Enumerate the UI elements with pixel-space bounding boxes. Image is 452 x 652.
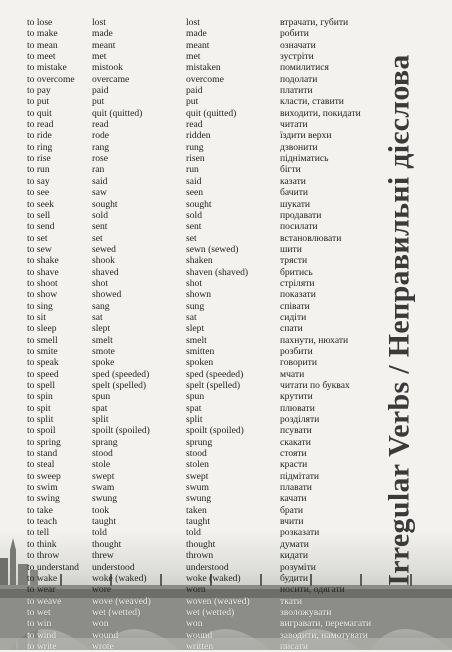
past-participle: stolen <box>186 459 209 471</box>
past-participle: spoken <box>186 357 214 369</box>
translation: писати <box>280 640 308 652</box>
verb-row <box>27 596 387 607</box>
past-simple: sat <box>92 311 103 323</box>
translation: заводити, намотувати <box>280 629 368 641</box>
infinitive: to seek <box>27 198 54 210</box>
past-simple: saw <box>92 187 107 199</box>
infinitive: to mean <box>27 39 58 51</box>
translation: встановлювати <box>280 232 342 244</box>
past-participle: mistaken <box>186 62 221 74</box>
past-simple: wound <box>92 629 119 641</box>
past-participle: rung <box>186 141 204 153</box>
verb-row <box>27 221 387 232</box>
infinitive: to read <box>27 119 54 131</box>
past-simple: sought <box>92 198 118 210</box>
past-participle: understood <box>186 561 229 573</box>
infinitive: to wet <box>27 606 51 618</box>
verb-row <box>27 301 387 312</box>
verb-row <box>27 233 387 244</box>
past-participle: overcome <box>186 73 224 85</box>
translation: продавати <box>280 209 322 221</box>
past-participle: wound <box>186 629 213 641</box>
translation: розказати <box>280 527 320 539</box>
translation: трясти <box>280 255 308 267</box>
past-participle: worn <box>186 584 206 596</box>
past-simple: wrote <box>92 640 114 652</box>
verb-row <box>27 618 387 629</box>
translation: брати <box>280 504 304 516</box>
translation: шукати <box>280 198 311 210</box>
past-simple: read <box>92 119 109 131</box>
translation: псувати <box>280 425 312 437</box>
infinitive: to stand <box>27 448 58 460</box>
translation: втрачати, губити <box>280 17 349 28</box>
translation: ткати <box>280 595 303 607</box>
past-simple: stood <box>92 448 113 460</box>
past-simple: rang <box>92 141 110 153</box>
translation: пахнути, нюхати <box>280 334 349 346</box>
infinitive: to rise <box>27 153 51 165</box>
verb-row <box>27 471 387 482</box>
past-simple: lost <box>92 17 106 28</box>
past-participle: sought <box>186 198 212 210</box>
past-participle: split <box>186 414 203 426</box>
verb-row <box>27 482 387 493</box>
past-participle: woven (weaved) <box>186 595 250 607</box>
past-participle: wet (wetted) <box>186 606 235 618</box>
translation: бігти <box>280 164 301 176</box>
past-participle: meant <box>186 39 210 51</box>
past-participle: slept <box>186 323 205 335</box>
translation: сидіти <box>280 311 307 323</box>
translation: спати <box>280 323 303 335</box>
past-simple: split <box>92 414 109 426</box>
past-simple: shaved <box>92 266 119 278</box>
infinitive: to tell <box>27 527 50 539</box>
infinitive: to swim <box>27 482 58 494</box>
verb-row <box>27 40 387 51</box>
translation: стріляти <box>280 277 315 289</box>
past-simple: slept <box>92 323 111 335</box>
translation: їздити верхи <box>280 130 332 142</box>
translation: читати <box>280 119 308 131</box>
past-simple: quit (quitted) <box>92 107 143 119</box>
past-participle: swum <box>186 482 209 494</box>
past-simple: swept <box>92 470 115 482</box>
infinitive: to sew <box>27 243 52 255</box>
past-simple: overcame <box>92 73 130 85</box>
infinitive: to shave <box>27 266 59 278</box>
infinitive: to wind <box>27 629 57 641</box>
past-participle: shot <box>186 277 202 289</box>
verb-row <box>27 346 387 357</box>
infinitive: to pay <box>27 85 51 97</box>
past-simple: taught <box>92 516 116 528</box>
translation: бачити <box>280 187 309 199</box>
infinitive: to make <box>27 28 58 40</box>
verb-row <box>27 199 387 210</box>
past-simple: met <box>92 51 107 63</box>
infinitive: to run <box>27 164 50 176</box>
infinitive: to sing <box>27 300 53 312</box>
past-participle: lost <box>186 17 200 28</box>
past-participle: paid <box>186 85 203 97</box>
past-participle: sung <box>186 300 205 312</box>
infinitive: to split <box>27 414 54 426</box>
verb-row <box>27 51 387 62</box>
infinitive: to swing <box>27 493 60 505</box>
translation: означати <box>280 39 316 51</box>
verb-row <box>27 289 387 300</box>
verb-row <box>27 74 387 85</box>
verb-row <box>27 210 387 221</box>
infinitive: to shoot <box>27 277 58 289</box>
past-participle: swung <box>186 493 212 505</box>
infinitive: to sleep <box>27 323 57 335</box>
verb-row <box>27 448 387 459</box>
infinitive: to sweep <box>27 470 61 482</box>
past-simple: paid <box>92 85 109 97</box>
translation: кидати <box>280 550 309 562</box>
past-participle: sold <box>186 209 202 221</box>
verb-row <box>27 505 387 516</box>
translation: виходити, покидати <box>280 107 361 119</box>
verb-row <box>27 584 387 595</box>
verb-row <box>27 244 387 255</box>
infinitive: to say <box>27 175 50 187</box>
past-participle: run <box>186 164 199 176</box>
vertical-title <box>370 40 430 600</box>
translation: читати по буквах <box>280 380 350 391</box>
verb-row <box>27 62 387 73</box>
translation: розуміти <box>280 561 316 573</box>
infinitive: to quit <box>27 107 52 119</box>
past-simple: sped (speeded) <box>92 368 150 380</box>
verb-row <box>27 164 387 175</box>
past-participle: written <box>186 640 214 652</box>
infinitive: to weave <box>27 595 62 607</box>
past-participle: thrown <box>186 550 214 562</box>
past-participle: told <box>186 527 201 539</box>
infinitive: to wear <box>27 584 56 596</box>
past-participle: smelt <box>186 334 207 346</box>
translation: крутити <box>280 391 313 403</box>
verb-row <box>27 17 387 28</box>
past-simple: spoke <box>92 357 115 369</box>
translation: будити <box>280 572 309 584</box>
past-simple: set <box>92 232 103 244</box>
verb-row <box>27 539 387 550</box>
translation: розділяти <box>280 414 320 426</box>
past-simple: sprang <box>92 436 118 448</box>
verb-row <box>27 357 387 368</box>
infinitive: to speak <box>27 357 59 369</box>
past-participle: ridden <box>186 130 211 142</box>
infinitive: to steal <box>27 459 55 471</box>
infinitive: to understand <box>27 561 79 573</box>
past-participle: won <box>186 618 203 630</box>
translation: бритись <box>280 266 313 278</box>
translation: скакати <box>280 436 311 448</box>
past-participle: stood <box>186 448 207 460</box>
infinitive: to spell <box>27 380 55 391</box>
past-simple: shot <box>92 277 108 289</box>
translation: платити <box>280 85 313 97</box>
verb-row <box>27 425 387 436</box>
past-participle: set <box>186 232 197 244</box>
past-simple: rode <box>92 130 110 142</box>
translation: красти <box>280 459 308 471</box>
verb-row <box>27 119 387 130</box>
past-participle: shaven (shaved) <box>186 266 249 278</box>
infinitive: to lose <box>27 17 53 28</box>
translation: помилитися <box>280 62 329 74</box>
past-simple: meant <box>92 39 116 51</box>
page-title: Irregular Verbs / Неправильні дієслова <box>383 54 416 586</box>
translation: підніматись <box>280 153 329 165</box>
past-simple: wove (weaved) <box>92 595 151 607</box>
past-participle: put <box>186 96 199 108</box>
verb-row <box>27 573 387 584</box>
infinitive: to think <box>27 538 57 550</box>
past-simple: told <box>92 527 107 539</box>
infinitive: to sell <box>27 209 51 221</box>
past-participle: taught <box>186 516 210 528</box>
past-simple: sold <box>92 209 108 221</box>
translation: плювати <box>280 402 315 414</box>
past-participle: met <box>186 51 201 63</box>
past-simple: wet (wetted) <box>92 606 141 618</box>
verb-row <box>27 96 387 107</box>
past-simple: showed <box>92 289 122 301</box>
infinitive: to teach <box>27 516 58 528</box>
infinitive: to sit <box>27 311 46 323</box>
translation: класти, ставити <box>280 96 344 108</box>
verb-row <box>27 28 387 39</box>
past-simple: spoilt (spoiled) <box>92 425 150 437</box>
infinitive: to ride <box>27 130 52 142</box>
past-simple: spun <box>92 391 111 403</box>
past-participle: spat <box>186 402 202 414</box>
past-participle: spun <box>186 391 205 403</box>
verb-row <box>27 187 387 198</box>
past-simple: rose <box>92 153 108 165</box>
verb-row <box>27 267 387 278</box>
past-simple: swam <box>92 482 115 494</box>
translation: зустріти <box>280 51 314 63</box>
past-participle: thought <box>186 538 216 550</box>
past-participle: made <box>186 28 207 40</box>
past-participle: seen <box>186 187 204 199</box>
verb-row <box>27 380 387 391</box>
past-simple: understood <box>92 561 135 573</box>
translation: розбити <box>280 345 313 357</box>
verb-row <box>27 516 387 527</box>
verb-row <box>27 130 387 141</box>
past-participle: said <box>186 175 202 187</box>
verb-row <box>27 85 387 96</box>
past-simple: smote <box>92 345 115 357</box>
past-simple: put <box>92 96 105 108</box>
translation: показати <box>280 289 316 301</box>
verb-row <box>27 369 387 380</box>
past-simple: mistook <box>92 62 123 74</box>
past-participle: risen <box>186 153 205 165</box>
past-simple: thought <box>92 538 122 550</box>
infinitive: to throw <box>27 550 60 562</box>
translation: вигравати, перемагати <box>280 618 372 630</box>
past-participle: spelt (spelled) <box>186 380 241 391</box>
verb-row <box>27 414 387 425</box>
translation: думати <box>280 538 309 550</box>
infinitive: to see <box>27 187 50 199</box>
translation: робити <box>280 28 309 40</box>
translation: мчати <box>280 368 305 380</box>
infinitive: to overcome <box>27 73 75 85</box>
verb-row <box>27 323 387 334</box>
past-simple: won <box>92 618 109 630</box>
past-participle: quit (quitted) <box>186 107 237 119</box>
past-simple: threw <box>92 550 114 562</box>
infinitive: to meet <box>27 51 56 63</box>
past-simple: made <box>92 28 113 40</box>
past-participle: woke (waked) <box>186 572 241 584</box>
verb-row <box>27 142 387 153</box>
verb-row <box>27 527 387 538</box>
past-participle: smitten <box>186 345 215 357</box>
irregular-verbs-table <box>27 17 387 652</box>
verb-row <box>27 335 387 346</box>
verb-row <box>27 255 387 266</box>
infinitive: to spin <box>27 391 53 403</box>
verb-row <box>27 403 387 414</box>
verb-row <box>27 437 387 448</box>
verb-row <box>27 550 387 561</box>
verb-row <box>27 607 387 618</box>
past-simple: woke (waked) <box>92 572 147 584</box>
past-participle: sat <box>186 311 197 323</box>
past-participle: swept <box>186 470 209 482</box>
translation: подолати <box>280 73 318 85</box>
translation: вчити <box>280 516 304 528</box>
translation: шити <box>280 243 302 255</box>
past-participle: sent <box>186 221 202 233</box>
past-simple: swung <box>92 493 118 505</box>
infinitive: to spring <box>27 436 61 448</box>
infinitive: to spit <box>27 402 51 414</box>
infinitive: to show <box>27 289 58 301</box>
translation: качати <box>280 493 307 505</box>
infinitive: to send <box>27 221 55 233</box>
infinitive: to wake <box>27 572 58 584</box>
translation: говорити <box>280 357 318 369</box>
past-simple: sewed <box>92 243 116 255</box>
verb-row <box>27 278 387 289</box>
verb-row <box>27 630 387 641</box>
verb-row <box>27 641 387 652</box>
past-simple: spat <box>92 402 108 414</box>
translation: стояти <box>280 448 307 460</box>
infinitive: to speed <box>27 368 59 380</box>
translation: співати <box>280 300 310 312</box>
translation: підмітати <box>280 470 320 482</box>
verb-row <box>27 153 387 164</box>
past-simple: shook <box>92 255 115 267</box>
translation: дзвонити <box>280 141 318 153</box>
past-simple: sent <box>92 221 108 233</box>
verb-row <box>27 176 387 187</box>
translation: носити, одягати <box>280 584 345 596</box>
past-participle: read <box>186 119 203 131</box>
past-participle: spoilt (spoiled) <box>186 425 244 437</box>
infinitive: to shake <box>27 255 59 267</box>
verb-row <box>27 493 387 504</box>
translation: зволожувати <box>280 606 332 618</box>
past-participle: sewn (sewed) <box>186 243 239 255</box>
translation: плавати <box>280 482 312 494</box>
infinitive: to win <box>27 618 52 630</box>
translation: казати <box>280 175 306 187</box>
verb-row <box>27 562 387 573</box>
past-simple: wore <box>92 584 112 596</box>
past-simple: stole <box>92 459 111 471</box>
infinitive: to take <box>27 504 53 516</box>
past-participle: taken <box>186 504 207 516</box>
infinitive: to smell <box>27 334 58 346</box>
past-simple: sang <box>92 300 110 312</box>
past-simple: smelt <box>92 334 113 346</box>
infinitive: to ring <box>27 141 53 153</box>
infinitive: to mistake <box>27 62 67 74</box>
past-simple: took <box>92 504 110 516</box>
past-simple: said <box>92 175 108 187</box>
past-participle: shaken <box>186 255 213 267</box>
verb-row <box>27 312 387 323</box>
infinitive: to write <box>27 640 57 652</box>
past-participle: sprung <box>186 436 213 448</box>
infinitive: to smite <box>27 345 58 357</box>
verb-row <box>27 459 387 470</box>
past-participle: sped (speeded) <box>186 368 244 380</box>
verb-row <box>27 108 387 119</box>
past-simple: spelt (spelled) <box>92 380 147 391</box>
past-simple: ran <box>92 164 105 176</box>
infinitive: to set <box>27 232 48 244</box>
infinitive: to spoil <box>27 425 56 437</box>
translation: посилати <box>280 221 318 233</box>
infinitive: to put <box>27 96 50 108</box>
verb-row <box>27 391 387 402</box>
past-participle: shown <box>186 289 212 301</box>
